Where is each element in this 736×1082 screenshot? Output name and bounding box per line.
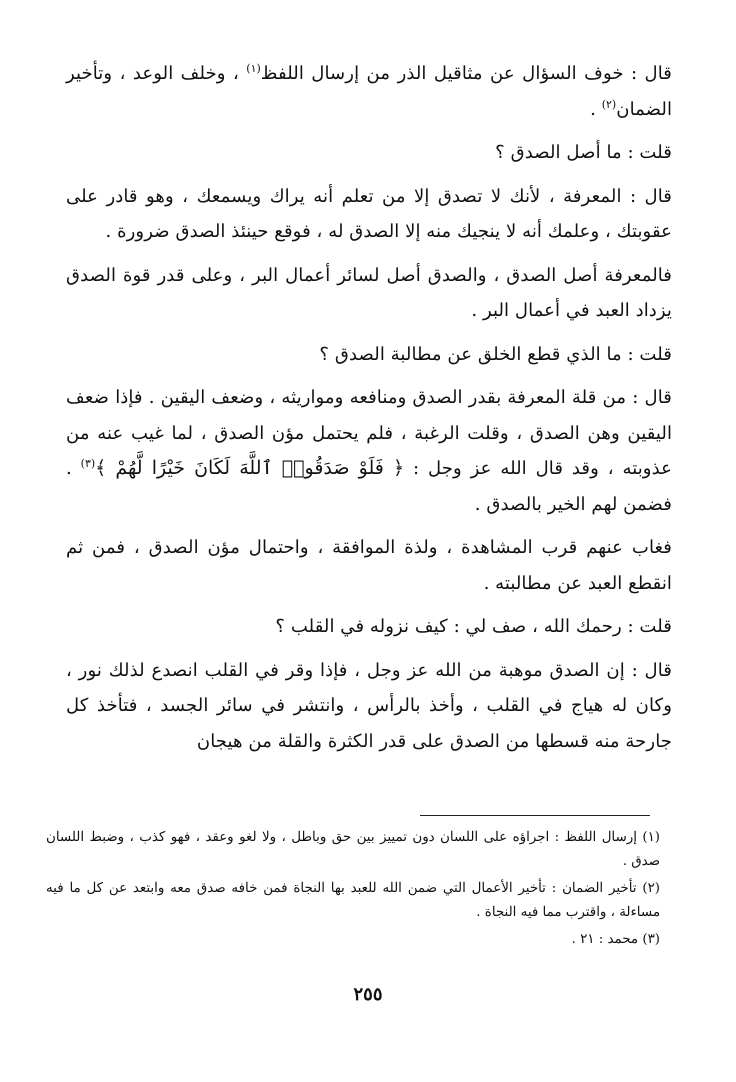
paragraph-6-text: قال : من قلة المعرفة بقدر الصدق ومنافعه ومواريثه ، وضعف اليقين . فإذا ضعف اليقين وهن الصدق ، وقلت الرغبة ، فلم يحتمل مؤن الصدق ، لما غيب عنه من عذوبته ، وقد قال الله عز وجل : bbox=[66, 387, 672, 479]
footnote-divider bbox=[420, 815, 650, 816]
footnote-3: (٣) محمد : ٢١ . bbox=[571, 932, 660, 947]
paragraph-4: فالمعرفة أصل الصدق ، والصدق أصل لسائر أعمال البر ، وعلى قدر قوة الصدق يزداد العبد في أعمال البر . bbox=[66, 264, 672, 321]
question-2: قلت : ما الذي قطع الخلق عن مطالبة الصدق ؟ bbox=[319, 343, 672, 365]
main-text bbox=[66, 56, 672, 767]
footnote-ref-1[interactable]: (١) bbox=[246, 61, 261, 75]
footnote-2: (٢) تأخير الضمان : تأخير الأعمال التي ضمن الله للعبد بها النجاة فمن خافه صدق معه وابتعد عن كل ما فيه مساءلة ، واقترب مما فيه النجاة . bbox=[46, 881, 660, 920]
paragraph-1 bbox=[66, 56, 672, 127]
question-1: قلت : ما أصل الصدق ؟ bbox=[495, 142, 672, 163]
paragraph-1-text-b: ، وخلف الوعد ، وتأخير الضمان bbox=[66, 63, 672, 120]
paragraph-6 bbox=[66, 380, 672, 522]
paragraph-1-text: قال : خوف السؤال عن مثاقيل الذر من إرسال اللفظ bbox=[260, 63, 673, 84]
paragraph-9: قال : إن الصدق موهبة من الله عز وجل ، فإذا وقر في القلب انصدع لذلك نور ، وكان له هياج في القلب ، وأخذ بالرأس ، وانتشر في سائر الجسد ، فتأخذ كل جارحة منه قسطها من الصدق على قدر الكثرة والقلة من هيجان bbox=[66, 659, 672, 752]
footnote-ref-2[interactable]: (٢) bbox=[601, 97, 617, 111]
paragraph-6-end: . فضمن لهم الخير بالصدق . bbox=[66, 458, 672, 515]
footnote-ref-3[interactable]: (٣) bbox=[80, 456, 96, 470]
footnote-1: (١) إرسال اللفظ : اجراؤه على اللسان دون تمييز بين حق وباطل ، ولا لغو وعقد ، فهو كذب ، وضبط اللسان صدق . bbox=[46, 830, 660, 869]
footnotes bbox=[46, 826, 660, 955]
quran-verse: ﴿ فَلَوْ صَدَقُوا۟ ٱللَّهَ لَكَانَ خَيْرًا لَّهُمْ ﴾ bbox=[95, 457, 405, 479]
question-3: قلت : رحمك الله ، صف لي : كيف نزوله في القلب ؟ bbox=[275, 616, 672, 637]
paragraph-1-end: . bbox=[590, 98, 602, 120]
page-number: ٢٥٥ bbox=[353, 984, 383, 1005]
paragraph-7: فغاب عنهم قرب المشاهدة ، ولذة الموافقة ، واحتمال مؤن الصدق ، فمن ثم انقطع العبد عن مطالبته . bbox=[66, 537, 672, 594]
paragraph-3: قال : المعرفة ، لأنك لا تصدق إلا من تعلم أنه يراك ويسمعك ، وهو قادر على عقوبتك ، وعلمك أنه لا ينجيك منه إلا الصدق له ، فوقع حينئذ الصدق ضرورة . bbox=[66, 185, 672, 242]
